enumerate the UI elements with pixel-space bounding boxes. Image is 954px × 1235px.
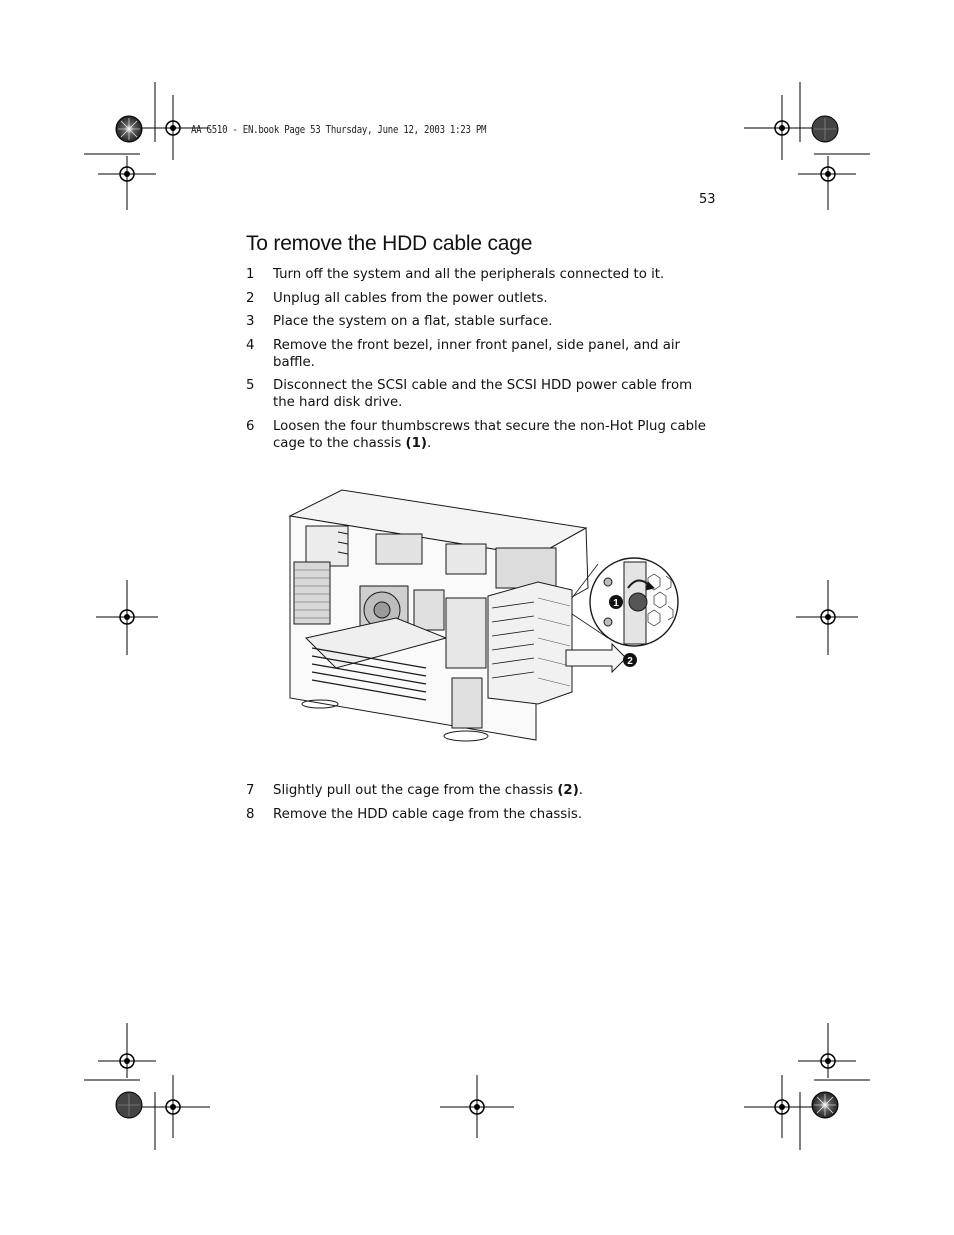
step-item: [246, 290, 716, 307]
step-item: [246, 418, 716, 452]
step-text: Loosen the four thumbscrews that secure the non-Hot Plug cable cage to the chassis: [273, 418, 706, 451]
step-text: Unplug all cables from the power outlets.: [273, 290, 548, 306]
step-number: 7: [246, 783, 255, 798]
step-number: 3: [246, 314, 255, 329]
callout-2-label: 2: [627, 656, 633, 667]
step-text: Remove the front bezel, inner front panel, side panel, and air baffle.: [273, 337, 681, 370]
step-text: Disconnect the SCSI cable and the SCSI HDD power cable from the hard disk drive.: [273, 378, 693, 410]
step-text: Slightly pull out the cage from the chassis: [273, 783, 558, 798]
step-item: [246, 337, 716, 371]
step-item: [246, 266, 716, 283]
step-number: 8: [246, 806, 255, 822]
chassis-illustration: [276, 478, 696, 746]
step-number: 6: [246, 418, 255, 434]
callout-1-label: 1: [613, 598, 619, 609]
steps-list-part-2: [246, 782, 716, 829]
step-number: 1: [246, 267, 255, 282]
section-title: To remove the HDD cable cage: [246, 232, 533, 255]
step-number: 5: [246, 378, 255, 393]
step-text: Place the system on a flat, stable surface.: [273, 314, 553, 329]
step-text-end: .: [578, 783, 583, 798]
print-slug-header: AA G510 - EN.book Page 53 Thursday, June 12, 2003 1:23 PM: [191, 124, 487, 136]
step-text: Turn off the system and all the peripherals connected to it.: [273, 267, 665, 282]
steps-list-part-1: [246, 266, 716, 458]
step-callout-ref: (2): [557, 783, 579, 798]
step-item: [246, 782, 716, 799]
step-item: [246, 313, 716, 330]
page-number: 53: [699, 192, 716, 207]
step-callout-ref: (1): [405, 435, 427, 451]
step-text: Remove the HDD cable cage from the chassis.: [273, 806, 583, 822]
step-number: 4: [246, 337, 255, 353]
step-number: 2: [246, 290, 255, 306]
step-item: [246, 806, 716, 823]
step-item: [246, 377, 716, 411]
step-text-end: .: [426, 435, 432, 451]
